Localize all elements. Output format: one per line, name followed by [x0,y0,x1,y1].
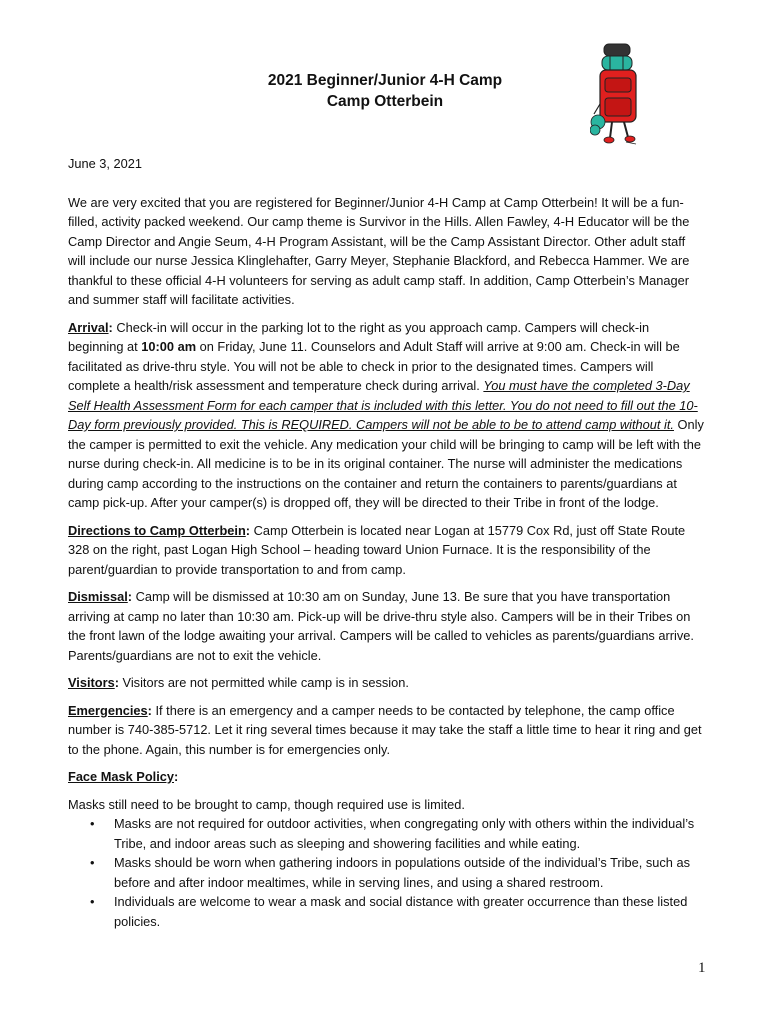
mask-policy-heading: Face Mask Policy [68,769,174,784]
checkin-time: 10:00 am [141,339,197,354]
emergencies-heading: Emergencies [68,702,148,718]
health-form-requirement: You must have the completed 3-Day Self Health Assessment Form for each camper that is included with this letter. You do not need to fill out the 10-Day form previously provided. This is REQUIRED. Campers will not be able to be to attend camp without it. [68,378,698,432]
directions-section: Directions to Camp Otterbein: Camp Otterbein is located near Logan at 15779 Cox Rd, just off State Route 328 on the right, past Logan High School – heading toward Union Furnace. It is the responsibility of the parent/guardian to provide transportation to and from camp. [68,522,686,577]
arrival-heading: Arrival [68,319,109,335]
letter-date: June 3, 2021 [68,156,143,171]
mask-policy-list [68,814,704,931]
directions-heading: Directions to Camp Otterbein [68,522,246,538]
mask-policy-intro: Masks still need to be brought to camp, though required use is limited. [68,796,465,812]
visitors-section: Visitors: Visitors are not permitted while camp is in session. [68,675,409,690]
list-item: • Masks are not required for outdoor activities, when congregating only with others within the individual’s Tribe, and indoor areas such as sleeping and showering facilities and while eating. [68,814,704,853]
list-item: • Masks should be worn when gathering indoors in populations outside of the individual’s Tribe, such as before and after indoor mealtimes, while in serving lines, and using a shared restroom. [68,853,704,892]
dismissal-section: Dismissal: Camp will be dismissed at 10:30 am on Sunday, June 13. Be sure that you have transportation arriving at camp no later than 10:30 am. Pick-up will be drive-thru style also. Campers will be in their Tribes on the front lawn of the lodge awaiting your arrival. Campers will be called to vehicles as parents/guardians arrive. Parents/guardians are not to exit the vehicle. [68,589,694,663]
intro-paragraph: We are very excited that you are registered for Beginner/Junior 4-H Camp at Camp Otterbein! It will be a fun-filled, activity packed weekend. Our camp theme is Survivor in the Hills. Allen Fawley, 4-H Educator will be the Camp Director and Angie Seum, 4-H Program Assistant, will be the Camp Assistant Director. Other adult staff will include our nurse Jessica Klinglehafter, Garry Meyer, Stephanie Blackford, and Rebecca Hammer. We are thankful to these official 4-H volunteers for serving as adult camp staff. In addition, Camp Otterbein’s Manager and summer staff will facilitate activities. [68,194,690,307]
mask-policy-heading-line: Face Mask Policy: [68,769,179,784]
hiker-backpack-icon [590,42,646,148]
letter-body [68,154,704,931]
dismissal-heading: Dismissal [68,589,128,604]
emergencies-section: Emergencies: If there is an emergency and a camper needs to be contacted by telephone, the camp office number is 740-385-5712. Let it ring several times because it may take the staff a little time to hear it ring and get to the phone. Again, this number is for emergencies only. [68,702,702,757]
list-item: • Individuals are welcome to wear a mask and social distance with greater occurrence than these listed policies. [68,892,704,931]
page-title: 2021 Beginner/Junior 4-H Camp [267,72,503,89]
page-subtitle: Camp Otterbein [326,93,444,110]
page-number: 1 [698,960,706,976]
visitors-heading: Visitors [68,675,115,690]
arrival-section: Arrival: Check-in will occur in the parking lot to the right as you approach camp. Campers will check-in beginning at 10:00 am on Friday, June 11. Counselors and Adult Staff will arrive at 9:00 am. Check-in will be facilitated as drive-thru style. You will not be able to check in prior to the designated times. Campers will complete a health/risk assessment and temperature check during arrival. You must have the completed 3-Day Self Health Assessment Form for each camper that is included with this letter. You do not need to fill out the 10-Day form previously provided. This is REQUIRED. Campers will not be able to be to attend camp without it. Only the camper is permitted to exit the vehicle. Any medication your child will be bringing to camp will be left with the nurse during check-in. All medicine is to be in its original container. The nurse will administer the medications during camp according to the instructions on the container and return the containers to parents/guardians at camp pick-up. After your camper(s) is dropped off, they will be directed to their Tribe in front of the lodge. [68,319,704,510]
